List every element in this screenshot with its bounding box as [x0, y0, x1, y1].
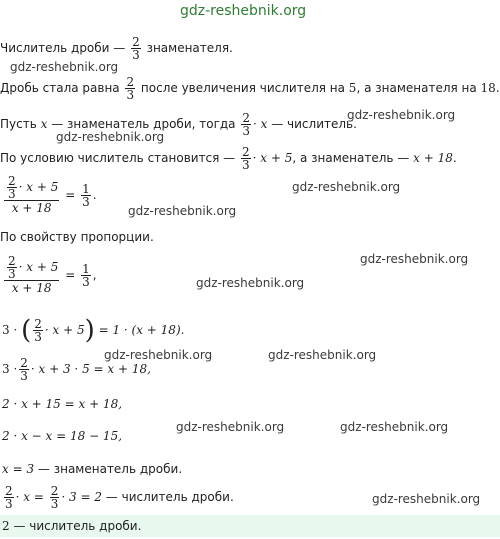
fraction-big-2: $\frac{2}{3}$ · x + 5 x + 18: [4, 255, 59, 296]
text-and-denominator-is: , а знаменатель —: [292, 151, 414, 165]
text-of-denominator: знаменателя.: [142, 41, 233, 55]
watermark-10: gdz-reshebnik.org: [176, 420, 285, 434]
watermark-1: gdz-reshebnik.org: [10, 60, 119, 74]
equation-4: 3 · $\frac{2}{3}$ · x + 3 · 5 = x + 18,: [2, 356, 151, 383]
text-is-denominator: — знаменатель дроби.: [34, 462, 183, 476]
solution-line-13: $\frac{2}{3}$ · x = $\frac{2}{3}$ · 3 = 2 — числитель дроби.: [5, 484, 234, 511]
variable-x: x: [40, 117, 48, 131]
text-by-condition: По условию числитель становится —: [0, 151, 239, 165]
solution-line-3: [0, 112, 357, 137]
watermark-2: gdz-reshebnik.org: [347, 108, 456, 122]
watermark-8: gdz-reshebnik.org: [104, 348, 213, 362]
watermark-7: gdz-reshebnik.org: [196, 276, 305, 290]
text-denominator-then: — знаменатель дроби, тогда: [47, 117, 240, 131]
watermark-11: gdz-reshebnik.org: [340, 420, 449, 434]
equation-1: $\frac{2}{3}$ · x + 5 x + 18 = $\frac{1}{3}$ .: [2, 172, 97, 218]
answer-box: [0, 515, 500, 537]
text-after-increase: после увеличения числителя на: [137, 81, 349, 95]
expr-times-x-plus-5: · x + 5: [252, 151, 293, 165]
solution-line-2: Дробь стала равна $\frac{2}{3}$ после увеличения числителя на 5, а знаменателя на 18.: [0, 75, 500, 102]
text-by-proportion: По свойству пропорции.: [0, 230, 154, 244]
expr-x-plus-18: x + 18: [413, 151, 453, 165]
solution-line-6: [0, 230, 154, 244]
fraction-two-thirds: $\frac{2}{3}$: [242, 145, 250, 172]
text-fraction-became: Дробь стала равна: [0, 81, 124, 95]
answer-text: 2 — числитель дроби.: [2, 519, 142, 533]
text-let: Пусть: [0, 117, 41, 131]
equation-3: 3 · ( $\frac{2}{3}$ · x + 5) = 1 · (x + 18).: [2, 315, 185, 346]
fraction-two-thirds: $\frac{2}{3}$: [126, 75, 135, 102]
solution-line-1: [0, 36, 233, 61]
watermark-4: gdz-reshebnik.org: [292, 180, 401, 194]
fraction-two-thirds: $\frac{2}{3}$: [242, 111, 250, 138]
text-and-denominator: , а знаменателя на: [356, 81, 481, 95]
watermark-5: gdz-reshebnik.org: [128, 204, 237, 218]
watermark-9: gdz-reshebnik.org: [268, 348, 377, 362]
watermark-6: gdz-reshebnik.org: [360, 252, 469, 266]
number-five: 5: [348, 81, 357, 95]
fraction-one-third: $\frac{1}{3}$: [82, 182, 90, 209]
solution-line-12: x = 3 — знаменатель дроби.: [2, 462, 183, 476]
text-is-numerator: — числитель.: [267, 117, 357, 131]
text-numerator-is: Числитель дроби —: [0, 41, 130, 55]
watermark-top: gdz-reshebnik.org: [180, 3, 307, 19]
fraction-two-thirds: $\frac{2}{3}$: [132, 35, 140, 62]
watermark-3: gdz-reshebnik.org: [56, 130, 165, 144]
fraction-one-third: $\frac{1}{3}$: [82, 262, 90, 289]
watermark-12: gdz-reshebnik.org: [372, 492, 481, 506]
equation-5: 2 · x + 15 = x + 18,: [2, 397, 123, 411]
equation-6: 2 · x − x = 18 − 15,: [2, 429, 123, 443]
equation-2: $\frac{2}{3}$ · x + 5 x + 18 = $\frac{1}{3}$ ,: [2, 252, 97, 298]
number-eighteen: 18: [480, 81, 496, 95]
expr-times-x: · x: [253, 117, 268, 131]
fraction-big-1: $\frac{2}{3}$ · x + 5 x + 18: [4, 175, 59, 216]
solution-line-4: По условию числитель становится — $\frac{2}{3}$ · x + 5, а знаменатель — x + 18.: [0, 145, 457, 172]
text-is-numerator-2: — числитель дроби.: [101, 490, 234, 504]
